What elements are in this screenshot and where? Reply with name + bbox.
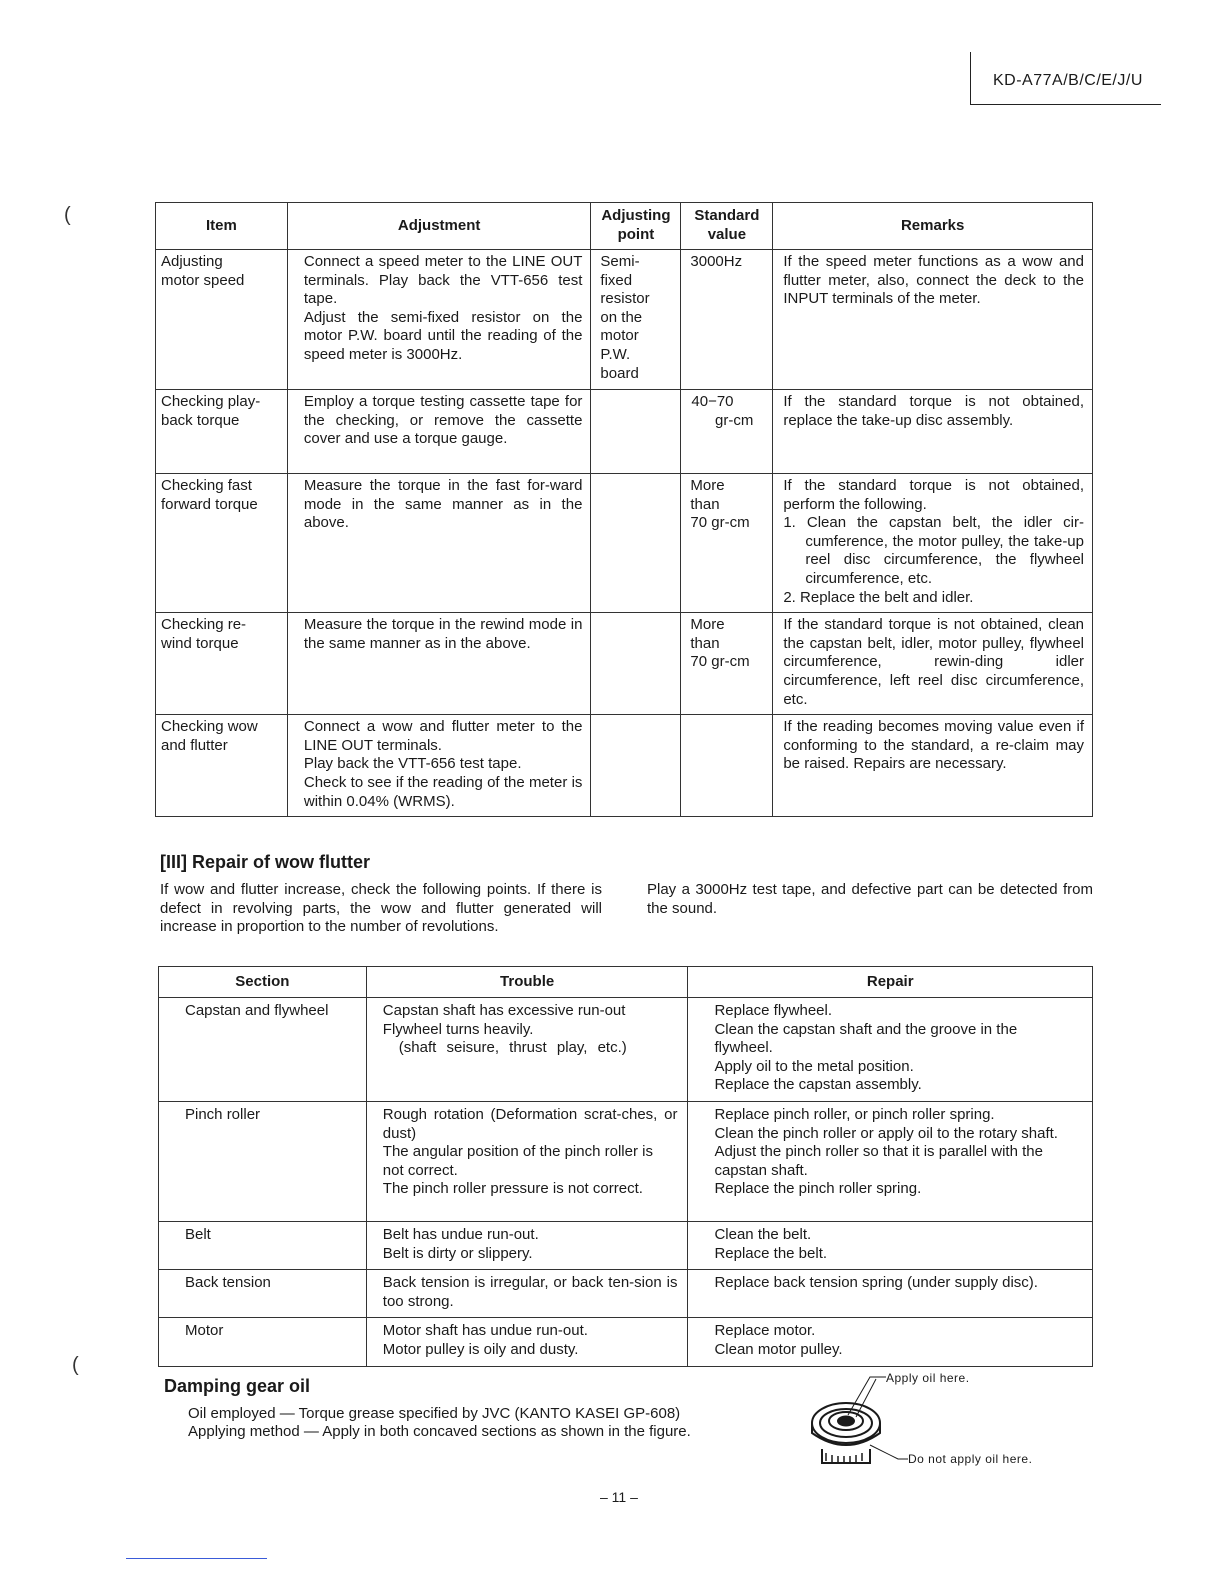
cell-repair: Replace motor. Clean motor pulley. [688, 1318, 1093, 1366]
model-number-box [970, 52, 1161, 105]
remarks-list-item: 2. Replace the belt and idler. [783, 588, 974, 606]
label-no-oil: Do not apply oil here. [908, 1452, 1033, 1466]
table-row [159, 1101, 1093, 1221]
col-header-standard: Standard value [681, 203, 773, 250]
cell-repair: Replace back tension spring (under supply disc). [688, 1270, 1093, 1318]
table-row [159, 1221, 1093, 1269]
damping-oil-employed: Oil employed — Torque grease specified by JVC (KANTO KASEI GP-608) [188, 1405, 681, 1422]
cell-remarks: If the standard torque is not obtained, replace the take-up disc assembly. [773, 390, 1093, 474]
cell-trouble: Belt has undue run-out. Belt is dirty or slippery. [366, 1221, 688, 1269]
cell-point [591, 613, 681, 715]
table-row [159, 998, 1093, 1102]
col-header-item: Item [156, 203, 288, 250]
cell-remarks: If the standard torque is not obtained, clean the capstan belt, idler, motor pulley, flywheel circumference, rewin-ding idler circumference, left reel disc circumference, etc. [773, 613, 1093, 715]
table-row [159, 1318, 1093, 1366]
table-header-row [156, 203, 1093, 250]
section-title: [III] Repair of wow flutter [160, 852, 370, 872]
cell-item: Checking re- wind torque [156, 613, 288, 715]
cell-trouble: Motor shaft has undue run-out. Motor pulley is oily and dusty. [366, 1318, 688, 1366]
cell-section: Belt [159, 1221, 367, 1269]
table-row [156, 390, 1093, 474]
col-header-section: Section [159, 967, 367, 998]
cell-standard [681, 715, 773, 817]
cell-trouble: Capstan shaft has excessive run-out Flywheel turns heavily. (shaft seisure, thrust play, etc.) [366, 998, 688, 1102]
col-header-trouble: Trouble [366, 967, 688, 998]
adjustment-table [155, 202, 1093, 817]
cell-remarks: If the speed meter functions as a wow and flutter meter, also, connect the deck to the INPUT terminals of the meter. [773, 250, 1093, 390]
col-header-repair: Repair [688, 967, 1093, 998]
cell-repair: Replace flywheel. Clean the capstan shaft and the groove in the flywheel. Apply oil to the metal position. Replace the capstan assembly. [688, 998, 1093, 1102]
cell-adjustment: Connect a wow and flutter meter to the LINE OUT terminals. Play back the VTT-656 test tape. Check to see if the reading of the meter is within 0.04% (WRMS). [287, 715, 591, 817]
damping-applying-method: Applying method — Apply in both concaved sections as shown in the figure. [188, 1423, 691, 1440]
cell-trouble: Rough rotation (Deformation scrat-ches, or dust) The angular position of the pinch roller is not correct. The pinch roller pressure is not correct. [366, 1101, 688, 1221]
cell-standard: More than 70 gr-cm [681, 613, 773, 715]
table-header-row [159, 967, 1093, 998]
page-number: – 11 – [600, 1489, 638, 1505]
margin-mark: ( [72, 1354, 79, 1376]
cell-point [591, 390, 681, 474]
col-header-adjustment: Adjustment [287, 203, 591, 250]
col-header-point: Adjusting point [591, 203, 681, 250]
table-row [156, 250, 1093, 390]
cell-remarks: If the reading becomes moving value even if conforming to the standard, a re-claim may be raised. Repairs are necessary. [773, 715, 1093, 817]
cell-item: Adjusting motor speed [156, 250, 288, 390]
cell-standard: 40−70 gr-cm [681, 390, 773, 474]
label-apply-oil: Apply oil here. [886, 1371, 970, 1385]
model-number: KD-A77A/B/C/E/J/U [993, 72, 1143, 89]
cell-section: Back tension [159, 1270, 367, 1318]
cell-repair: Clean the belt. Replace the belt. [688, 1221, 1093, 1269]
cell-point: Semi- fixed resistor on the motor P.W. board [591, 250, 681, 390]
section-intro-right: Play a 3000Hz test tape, and defective part can be detected from the sound. [647, 881, 1093, 917]
cell-section: Motor [159, 1318, 367, 1366]
cell-trouble: Back tension is irregular, or back ten-sion is too strong. [366, 1270, 688, 1318]
footer-rule [126, 1558, 267, 1559]
cell-item: Checking fast forward torque [156, 474, 288, 613]
cell-remarks: If the standard torque is not obtained, perform the following. 1. Clean the capstan belt, the idler cir-cumference, the motor pulley, the take-up reel disc circumference, the flywheel circumference, etc. 2. Replace the belt and idler. [773, 474, 1093, 613]
cell-adjustment: Measure the torque in the fast for-ward mode in the same manner as in the above. [287, 474, 591, 613]
table-row [156, 474, 1093, 613]
cell-section: Pinch roller [159, 1101, 367, 1221]
cell-adjustment: Measure the torque in the rewind mode in the same manner as in the above. [287, 613, 591, 715]
cell-point [591, 715, 681, 817]
cell-adjustment: Employ a torque testing cassette tape for the checking, or remove the cassette cover and use a torque gauge. [287, 390, 591, 474]
remarks-list-item: 1. Clean the capstan belt, the idler cir-cumference, the motor pulley, the take-up reel disc circumference, the flywheel circumference, etc. [783, 514, 1084, 587]
damping-title: Damping gear oil [164, 1376, 311, 1396]
cell-repair: Replace pinch roller, or pinch roller spring. Clean the pinch roller or apply oil to the rotary shaft. Adjust the pinch roller so that it is parallel with the capstan shaft. Replace the pinch roller spring. [688, 1101, 1093, 1221]
table-row [159, 1270, 1093, 1318]
margin-mark: ( [64, 204, 71, 226]
cell-standard: More than 70 gr-cm [681, 474, 773, 613]
no-apply-leader-line [870, 1445, 908, 1459]
table-row [156, 613, 1093, 715]
col-header-remarks: Remarks [773, 203, 1093, 250]
cell-adjustment: Connect a speed meter to the LINE OUT terminals. Play back the VTT-656 test tape. Adjust the semi-fixed resistor on the motor P.W. board until the reading of the speed meter is 3000Hz. [287, 250, 591, 390]
section-intro-left: If wow and flutter increase, check the following points. If there is defect in revolving parts, the wow and flutter generated will increase in proportion to the number of revolutions. [160, 881, 602, 936]
cell-section: Capstan and flywheel [159, 998, 367, 1102]
cell-item: Checking wow and flutter [156, 715, 288, 817]
cell-standard: 3000Hz [681, 250, 773, 390]
cell-point [591, 474, 681, 613]
repair-table [158, 966, 1093, 1367]
cell-item: Checking play- back torque [156, 390, 288, 474]
table-row [156, 715, 1093, 817]
